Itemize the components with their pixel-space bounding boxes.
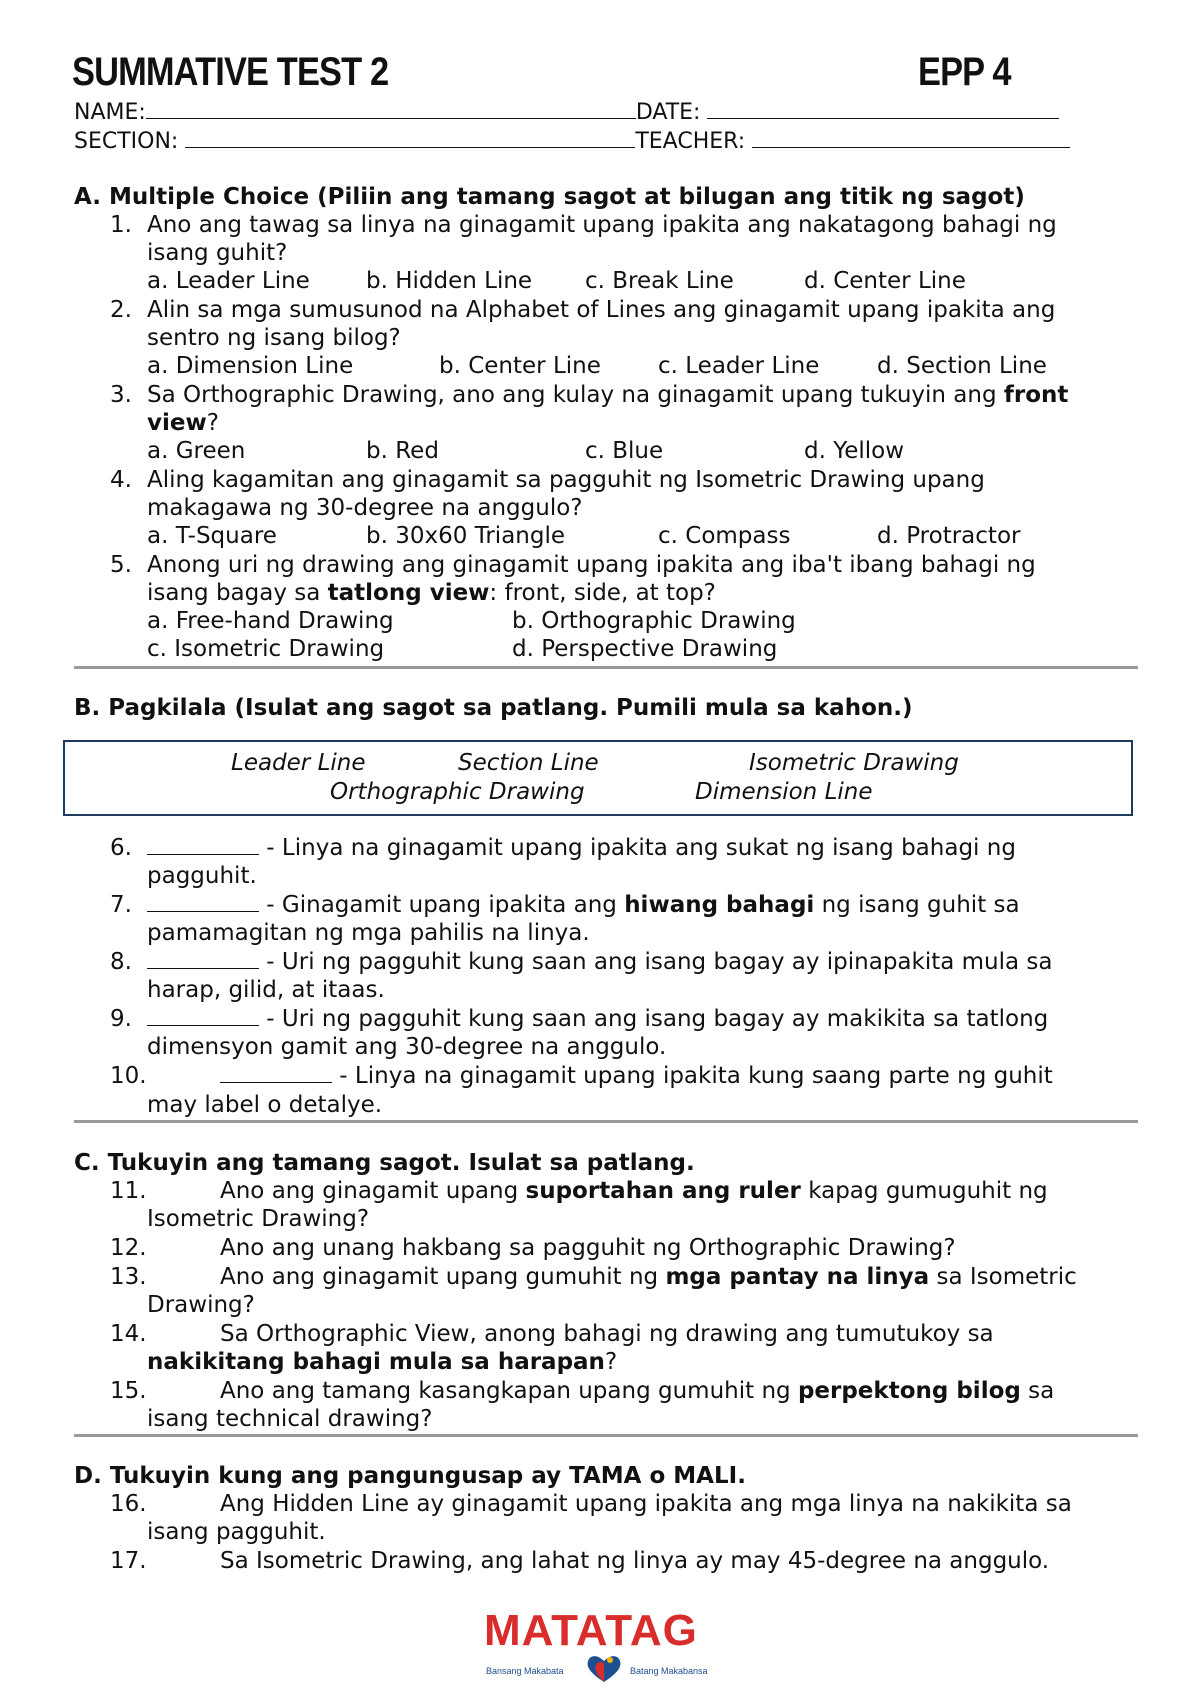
q11-line1 bbox=[220, 1178, 1048, 1204]
q3-line2 bbox=[147, 410, 219, 436]
q9-number: 9. bbox=[110, 1006, 132, 1032]
q5-bold: tatlong view bbox=[327, 580, 490, 606]
q7-line2: pamamagitan ng mga pahilis na linya. bbox=[147, 920, 590, 946]
q1-option-b[interactable]: b. Hidden Line bbox=[366, 268, 533, 294]
q6-text: - Linya na ginagamit upang ipakita ang sukat ng isang bahagi ng bbox=[259, 835, 1016, 861]
q15-line2: isang technical drawing? bbox=[147, 1406, 433, 1432]
q6-line1 bbox=[147, 835, 1016, 861]
divider-a bbox=[74, 666, 1138, 669]
word-box bbox=[63, 740, 1133, 816]
q8-text: - Uri ng pagguhit kung saan ang isang bagay ay ipinapakita mula sa bbox=[259, 949, 1053, 975]
word-orthographic-drawing: Orthographic Drawing bbox=[330, 779, 585, 805]
q1-option-c[interactable]: c. Break Line bbox=[585, 268, 734, 294]
part-b-heading: B. Pagkilala (Isulat ang sagot sa patlang. Pumili mula sa kahon.) bbox=[74, 695, 913, 721]
q15-bold: perpektong bilog bbox=[797, 1378, 1021, 1404]
q3-option-b[interactable]: b. Red bbox=[366, 438, 439, 464]
q2-option-a[interactable]: a. Dimension Line bbox=[147, 353, 354, 379]
page-title: SUMMATIVE TEST 2 bbox=[72, 50, 389, 94]
q14-line2 bbox=[147, 1349, 617, 1375]
part-a-heading: A. Multiple Choice (Piliin ang tamang sagot at bilugan ang titik ng sagot) bbox=[74, 184, 1025, 210]
section-teacher-row bbox=[74, 127, 1070, 154]
q5-text-a: isang bagay sa bbox=[147, 580, 328, 606]
q3-line1 bbox=[147, 382, 1068, 408]
q3-bold-view: view bbox=[147, 410, 207, 436]
word-leader-line: Leader Line bbox=[231, 750, 366, 776]
q4-line1: Aling kagamitan ang ginagamit sa pagguhit ng Isometric Drawing upang bbox=[147, 467, 985, 493]
subject-title: EPP 4 bbox=[918, 50, 1011, 94]
part-c-heading: C. Tukuyin ang tamang sagot. Isulat sa patlang. bbox=[74, 1150, 695, 1176]
q13-text-a: Ano ang ginagamit upang gumuhit ng bbox=[220, 1264, 666, 1290]
q14-line1: Sa Orthographic View, anong bahagi ng drawing ang tumutukoy sa bbox=[220, 1321, 994, 1347]
q2-line2: sentro ng isang bilog? bbox=[147, 325, 401, 351]
q1-option-a[interactable]: a. Leader Line bbox=[147, 268, 310, 294]
q3-number: 3. bbox=[110, 382, 132, 408]
q6-line2: pagguhit. bbox=[147, 863, 257, 889]
q11-text-a: Ano ang ginagamit upang bbox=[220, 1178, 526, 1204]
q4-option-d[interactable]: d. Protractor bbox=[877, 523, 1021, 549]
q4-number: 4. bbox=[110, 467, 132, 493]
q12-number: 12. bbox=[110, 1235, 147, 1261]
q11-bold: suportahan ang ruler bbox=[525, 1178, 801, 1204]
q12-line1: Ano ang unang hakbang sa pagguhit ng Orthographic Drawing? bbox=[220, 1235, 956, 1261]
hands-heart-icon bbox=[584, 1652, 624, 1686]
q16-line2: isang pagguhit. bbox=[147, 1519, 326, 1545]
matatag-logo: MATATAG bbox=[484, 1606, 698, 1655]
q7-bold: hiwang bahagi bbox=[624, 892, 815, 918]
q9-line2: dimensyon gamit ang 30-degree na anggulo. bbox=[147, 1034, 667, 1060]
teacher-label: TEACHER: bbox=[635, 129, 746, 154]
q3-option-d[interactable]: d. Yellow bbox=[804, 438, 905, 464]
q5-option-a[interactable]: a. Free-hand Drawing bbox=[147, 608, 394, 634]
q15-text-c: sa bbox=[1020, 1378, 1055, 1404]
q10-line1 bbox=[220, 1063, 1053, 1089]
q3-qmark: ? bbox=[206, 410, 219, 436]
divider-c bbox=[74, 1434, 1138, 1437]
q11-number: 11. bbox=[110, 1178, 147, 1204]
q14-qmark: ? bbox=[604, 1349, 618, 1375]
q17-number: 17. bbox=[110, 1548, 147, 1574]
q2-number: 2. bbox=[110, 297, 132, 323]
q5-number: 5. bbox=[110, 552, 132, 578]
teacher-blank[interactable] bbox=[752, 127, 1070, 148]
section-blank[interactable] bbox=[185, 127, 635, 148]
q4-option-c[interactable]: c. Compass bbox=[658, 523, 791, 549]
logo-tagline-left: Bansang Makabata bbox=[486, 1666, 564, 1676]
q13-text-c: sa Isometric bbox=[929, 1264, 1077, 1290]
q11-text-c: kapag gumuguhit ng bbox=[800, 1178, 1048, 1204]
q15-text-a: Ano ang tamang kasangkapan upang gumuhit ng bbox=[220, 1378, 798, 1404]
q9-line1 bbox=[147, 1006, 1048, 1032]
q15-line1 bbox=[220, 1378, 1054, 1404]
q7-text-a: - Ginagamit upang ipakita ang bbox=[259, 892, 625, 918]
word-isometric-drawing: Isometric Drawing bbox=[749, 750, 959, 776]
q7-line1 bbox=[147, 892, 1020, 918]
q5-option-d[interactable]: d. Perspective Drawing bbox=[512, 636, 778, 662]
q10-text: - Linya na ginagamit upang ipakita kung saang parte ng guhit bbox=[332, 1063, 1053, 1089]
q3-option-a[interactable]: a. Green bbox=[147, 438, 246, 464]
q4-line2: makagawa ng 30-degree na anggulo? bbox=[147, 495, 583, 521]
divider-b bbox=[74, 1120, 1138, 1123]
q2-option-c[interactable]: c. Leader Line bbox=[658, 353, 820, 379]
q7-text-c: ng isang guhit sa bbox=[814, 892, 1020, 918]
q5-text-c: : front, side, at top? bbox=[489, 580, 716, 606]
q16-line1: Ang Hidden Line ay ginagamit upang ipakita ang mga linya na nakikita sa bbox=[220, 1491, 1072, 1517]
q9-text: - Uri ng pagguhit kung saan ang isang bagay ay makikita sa tatlong bbox=[259, 1006, 1049, 1032]
q17-line1: Sa Isometric Drawing, ang lahat ng linya ay may 45-degree na anggulo. bbox=[220, 1548, 1050, 1574]
q1-line2: isang guhit? bbox=[147, 240, 288, 266]
q11-line2: Isometric Drawing? bbox=[147, 1206, 370, 1232]
q4-option-b[interactable]: b. 30x60 Triangle bbox=[366, 523, 566, 549]
logo-tagline-right: Batang Makabansa bbox=[630, 1666, 708, 1676]
q7-blank[interactable] bbox=[147, 893, 259, 912]
q4-option-a[interactable]: a. T-Square bbox=[147, 523, 277, 549]
word-dimension-line: Dimension Line bbox=[695, 779, 873, 805]
name-label: NAME: bbox=[74, 100, 146, 125]
q3-option-c[interactable]: c. Blue bbox=[585, 438, 664, 464]
q14-bold: nakikitang bahagi mula sa harapan bbox=[147, 1349, 605, 1375]
q10-number: 10. bbox=[110, 1063, 147, 1089]
q5-line1: Anong uri ng drawing ang ginagamit upang ipakita ang iba't ibang bahagi ng bbox=[147, 552, 1036, 578]
q13-line1 bbox=[220, 1264, 1077, 1290]
q6-number: 6. bbox=[110, 835, 132, 861]
q2-option-b[interactable]: b. Center Line bbox=[439, 353, 601, 379]
q10-line2: may label o detalye. bbox=[147, 1092, 383, 1118]
q2-option-d[interactable]: d. Section Line bbox=[877, 353, 1047, 379]
q14-number: 14. bbox=[110, 1321, 147, 1347]
name-blank[interactable] bbox=[146, 98, 636, 119]
date-label: DATE: bbox=[635, 100, 701, 125]
q9-blank[interactable] bbox=[147, 1007, 259, 1026]
q5-line2 bbox=[147, 580, 716, 606]
section-label: SECTION: bbox=[74, 129, 179, 154]
q1-line1: Ano ang tawag sa linya na ginagamit upang ipakita ang nakatagong bahagi ng bbox=[147, 212, 1057, 238]
q13-line2: Drawing? bbox=[147, 1292, 255, 1318]
q6-blank[interactable] bbox=[147, 836, 259, 855]
q1-option-d[interactable]: d. Center Line bbox=[804, 268, 966, 294]
q8-line2: harap, gilid, at itaas. bbox=[147, 977, 385, 1003]
q16-number: 16. bbox=[110, 1491, 147, 1517]
q3-bold-front: front bbox=[1003, 382, 1069, 408]
q1-number: 1. bbox=[110, 212, 132, 238]
q10-blank[interactable] bbox=[220, 1064, 332, 1083]
name-date-row bbox=[74, 98, 1059, 125]
q5-option-c[interactable]: c. Isometric Drawing bbox=[147, 636, 385, 662]
q13-bold: mga pantay na linya bbox=[665, 1264, 930, 1290]
word-section-line: Section Line bbox=[458, 750, 599, 776]
q3-text: Sa Orthographic Drawing, ano ang kulay na ginagamit upang tukuyin ang bbox=[147, 382, 1004, 408]
date-blank[interactable] bbox=[707, 98, 1059, 119]
q5-option-b[interactable]: b. Orthographic Drawing bbox=[512, 608, 796, 634]
q2-line1: Alin sa mga sumusunod na Alphabet of Lines ang ginagamit upang ipakita ang bbox=[147, 297, 1056, 323]
part-d-heading: D. Tukuyin kung ang pangungusap ay TAMA o MALI. bbox=[74, 1463, 746, 1489]
q8-number: 8. bbox=[110, 949, 132, 975]
q8-line1 bbox=[147, 949, 1053, 975]
q15-number: 15. bbox=[110, 1378, 147, 1404]
q7-number: 7. bbox=[110, 892, 132, 918]
q8-blank[interactable] bbox=[147, 950, 259, 969]
q13-number: 13. bbox=[110, 1264, 147, 1290]
